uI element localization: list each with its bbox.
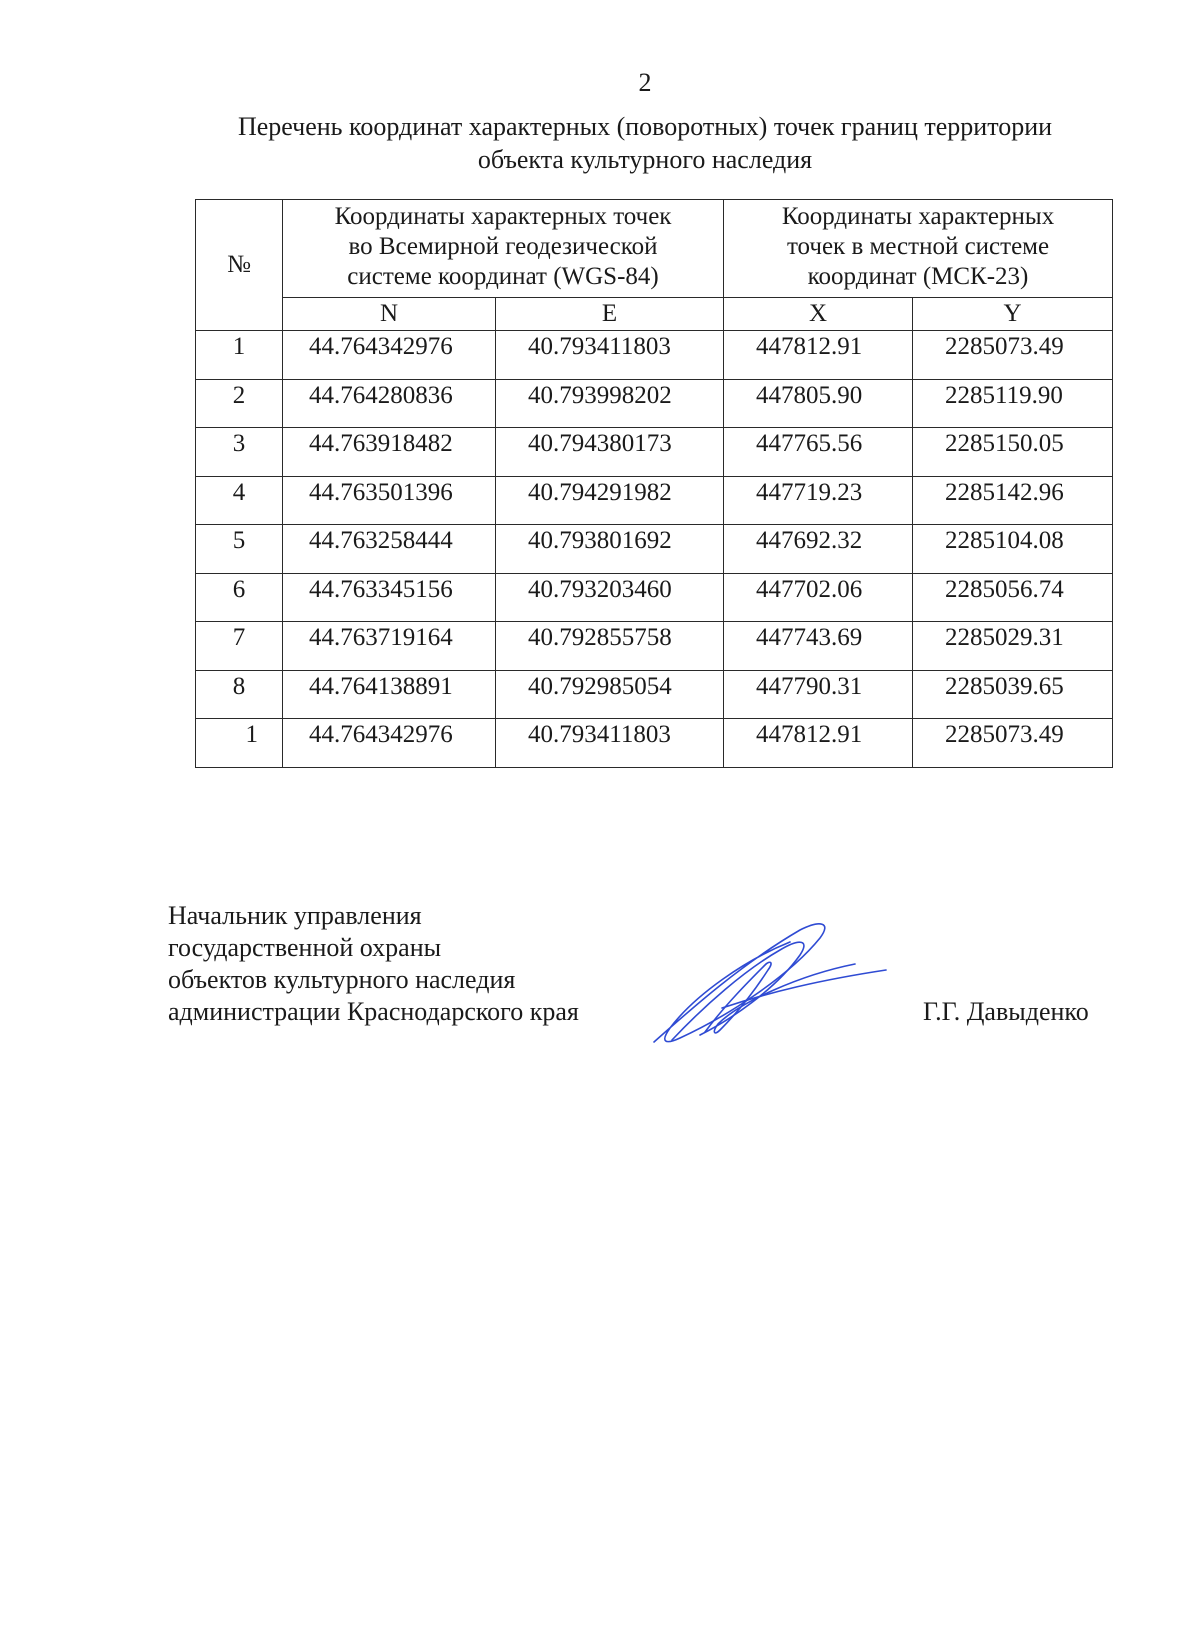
- point-number: 1: [196, 331, 283, 380]
- header-wgs84-line-2: во Всемирной геодезической: [348, 233, 658, 260]
- header-wgs84-line-3: системе координат (WGS-84): [347, 263, 659, 290]
- document-title: [180, 110, 1110, 176]
- cell-n: 44.763501396: [283, 476, 496, 525]
- point-number: 5: [196, 525, 283, 574]
- signer-position-line-2: государственной охраны: [168, 933, 442, 962]
- coordinates-table: [195, 199, 1113, 768]
- table-row: [196, 670, 1113, 719]
- handwritten-signature: [650, 920, 890, 1050]
- cell-y: 2285150.05: [913, 428, 1113, 477]
- cell-y: 2285119.90: [913, 379, 1113, 428]
- cell-y: 2285039.65: [913, 670, 1113, 719]
- cell-e: 40.793411803: [496, 331, 724, 380]
- cell-x: 447692.32: [724, 525, 913, 574]
- cell-e: 40.793801692: [496, 525, 724, 574]
- table-row: [196, 573, 1113, 622]
- signer-position: [168, 900, 579, 1028]
- cell-e: 40.793203460: [496, 573, 724, 622]
- cell-n: 44.764342976: [283, 719, 496, 768]
- table-row: [196, 428, 1113, 477]
- cell-n: 44.763345156: [283, 573, 496, 622]
- cell-e: 40.793998202: [496, 379, 724, 428]
- subheader-y: Y: [913, 298, 1113, 331]
- point-number: 7: [196, 622, 283, 671]
- cell-y: 2285029.31: [913, 622, 1113, 671]
- cell-y: 2285142.96: [913, 476, 1113, 525]
- table-row: [196, 379, 1113, 428]
- signer-position-line-4: администрации Краснодарского края: [168, 997, 579, 1026]
- table-row: [196, 719, 1113, 768]
- table-row: [196, 476, 1113, 525]
- signer-name: Г.Г. Давыденко: [923, 997, 1089, 1026]
- cell-x: 447765.56: [724, 428, 913, 477]
- page-number: 2: [638, 68, 652, 97]
- point-number: 2: [196, 379, 283, 428]
- cell-x: 447812.91: [724, 331, 913, 380]
- table-row: [196, 331, 1113, 380]
- point-number: 6: [196, 573, 283, 622]
- cell-n: 44.763719164: [283, 622, 496, 671]
- cell-y: 2285073.49: [913, 719, 1113, 768]
- cell-x: 447790.31: [724, 670, 913, 719]
- point-number: 4: [196, 476, 283, 525]
- cell-e: 40.793411803: [496, 719, 724, 768]
- document-title-line-1: Перечень координат характерных (поворотных) точек границ территории: [237, 112, 1053, 141]
- cell-x: 447702.06: [724, 573, 913, 622]
- subheader-x: X: [724, 298, 913, 331]
- cell-n: 44.764280836: [283, 379, 496, 428]
- cell-n: 44.763258444: [283, 525, 496, 574]
- header-msk23-line-2: точек в местной системе: [786, 233, 1050, 260]
- cell-y: 2285104.08: [913, 525, 1113, 574]
- cell-y: 2285056.74: [913, 573, 1113, 622]
- table-header-row: [196, 200, 1113, 298]
- cell-e: 40.792855758: [496, 622, 724, 671]
- cell-y: 2285073.49: [913, 331, 1113, 380]
- signer-position-line-1: Начальник управления: [168, 901, 422, 930]
- document-title-line-2: объекта культурного наследия: [477, 145, 813, 174]
- point-number: 3: [196, 428, 283, 477]
- header-msk23-line-1: Координаты характерных: [781, 203, 1055, 230]
- cell-e: 40.794380173: [496, 428, 724, 477]
- cell-e: 40.794291982: [496, 476, 724, 525]
- header-msk23-coordinates: [724, 200, 1113, 298]
- header-wgs84-line-1: Координаты характерных точек: [334, 203, 672, 230]
- header-wgs84-coordinates: [283, 200, 724, 298]
- cell-x: 447805.90: [724, 379, 913, 428]
- cell-n: 44.763918482: [283, 428, 496, 477]
- cell-e: 40.792985054: [496, 670, 724, 719]
- cell-n: 44.764342976: [283, 331, 496, 380]
- table-row: [196, 525, 1113, 574]
- table-row: [196, 622, 1113, 671]
- cell-x: 447812.91: [724, 719, 913, 768]
- cell-x: 447743.69: [724, 622, 913, 671]
- point-number: 8: [196, 670, 283, 719]
- subheader-e: E: [496, 298, 724, 331]
- header-number: №: [196, 200, 283, 331]
- table-subheader-row: [196, 298, 1113, 331]
- cell-n: 44.764138891: [283, 670, 496, 719]
- header-msk23-line-3: координат (МСК-23): [807, 263, 1029, 290]
- signer-position-line-3: объектов культурного наследия: [168, 965, 516, 994]
- cell-x: 447719.23: [724, 476, 913, 525]
- point-number: 1: [196, 719, 283, 768]
- subheader-n: N: [283, 298, 496, 331]
